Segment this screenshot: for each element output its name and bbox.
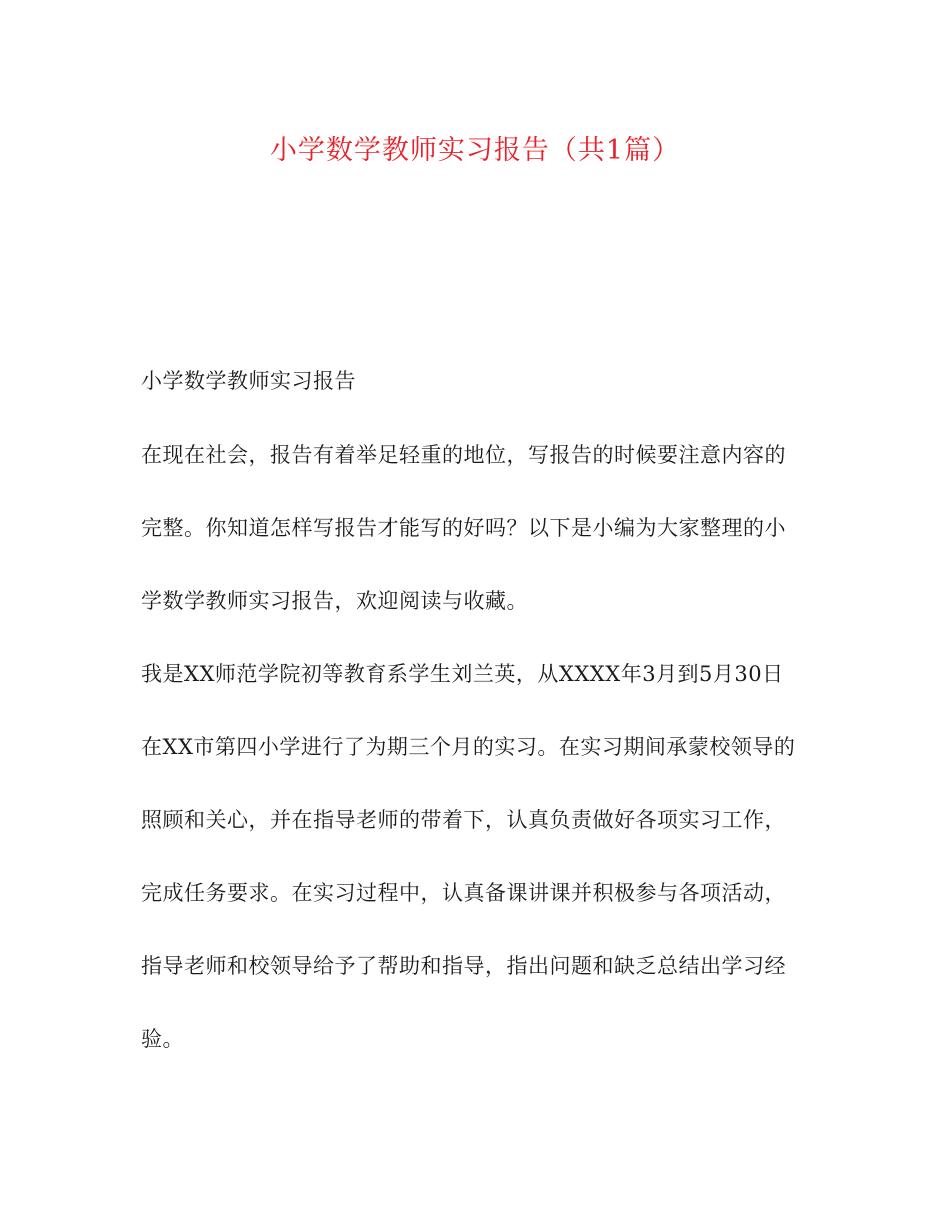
text-line: 学数学教师实习报告，欢迎阅读与收藏。 <box>141 589 528 613</box>
section-heading: 小学数学教师实习报告 <box>141 369 356 393</box>
text-line: 在XX市第四小学进行了为期三个月的实习。在实习期间承蒙校领导的 <box>141 735 796 759</box>
text-line: 照顾和关心，并在指导老师的带着下，认真负责做好各项实习工作， <box>141 808 786 832</box>
text-line: 指导老师和校领导给予了帮助和指导，指出问题和缺乏总结出学习经 <box>141 954 786 978</box>
text-line: 完成任务要求。在实习过程中，认真备课讲课并积极参与各项活动， <box>141 881 786 905</box>
text-line: 我是XX师范学院初等教育系学生刘兰英，从XXXX年3月到5月30日 <box>141 662 784 686</box>
text-line: 在现在社会，报告有着举足轻重的地位，写报告的时候要注意内容的 <box>141 443 786 467</box>
document-body <box>141 360 821 1091</box>
text-line: 验。 <box>141 1027 184 1051</box>
document-title: 小学数学教师实习报告（共1篇） <box>269 135 681 166</box>
text-line: 完整。你知道怎样写报告才能写的好吗？以下是小编为大家整理的小 <box>141 516 786 540</box>
